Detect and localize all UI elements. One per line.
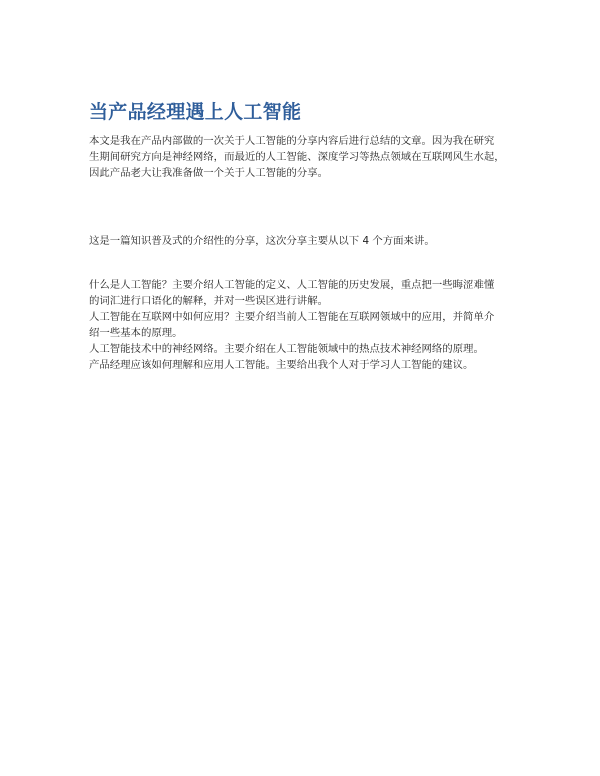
topic-line: 人工智能在互联网中如何应用？主要介绍当前人工智能在互联网领域中的应用，并简单介 (89, 311, 495, 323)
topics-paragraph (89, 277, 519, 373)
intro-line: 生期间研究方向是神经网络，而最近的人工智能、深度学习等热点领域在互联网风生水起， (89, 151, 505, 163)
topic-line: 的词汇进行口语化的解释，并对一些误区进行讲解。 (89, 295, 328, 307)
intro-line: 因此产品老大让我准备做一个关于人工智能的分享。 (89, 167, 328, 179)
intro-paragraph (89, 133, 519, 181)
topic-line: 绍一些基本的原理。 (89, 327, 183, 339)
document-title: 当产品经理遇上人工智能 (89, 101, 302, 123)
lead-paragraph: 这是一篇知识普及式的介绍性的分享，这次分享主要从以下 4 个方面来讲。 (89, 235, 435, 247)
topic-line: 人工智能技术中的神经网络。主要介绍在人工智能领域中的热点技术神经网络的原理。 (89, 343, 484, 355)
intro-line: 本文是我在产品内部做的一次关于人工智能的分享内容后进行总结的文章。因为我在研究 (89, 135, 495, 147)
topic-line: 产品经理应该如何理解和应用人工智能。主要给出我个人对于学习人工智能的建议。 (89, 359, 474, 371)
topic-line: 什么是人工智能？主要介绍人工智能的定义、人工智能的历史发展，重点把一些晦涩难懂 (89, 279, 495, 291)
